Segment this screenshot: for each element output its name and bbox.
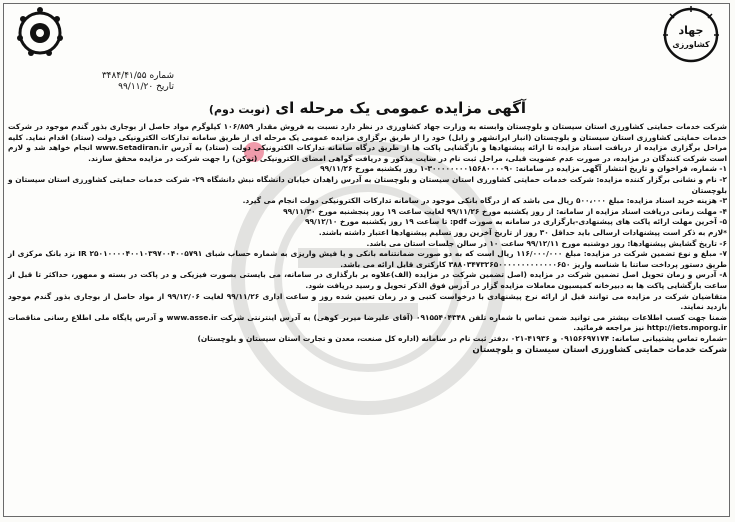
item-4: ۴- مهلت زمانی دریافت اسناد مزایده از سامانه: از روز یکشنبه مورخ ۹۹/۱۱/۲۶ لغایت ساعت ۱۹ روز پنجشنبه مورخ ۹۹/۱۱/۳۰ <box>283 206 727 216</box>
reference-block <box>24 71 174 93</box>
reference-number: شماره ۳۴۸۴/۴۱/۵۵ <box>101 71 174 81</box>
notice-body <box>8 122 727 514</box>
jahad-logo-icon <box>657 6 725 64</box>
item-note: *لازم به ذکر است پیشنهادات ارسالی باید حداقل ۳۰ روز از تاریخ آخرین روز تسلیم پیشنهادها اعتبار داشته باشند. <box>318 227 727 237</box>
item-3: ۳- هزینه خرید اسناد مزایده: مبلغ ۵۰۰،۰۰۰ ریال می باشد که از درگاه بانکی موجود در سامانه تدارکات الکترونیکی دولت انجام می گیرد. <box>242 196 727 206</box>
company-emblem-icon <box>16 7 64 57</box>
item-contact: ضمنا جهت کسب اطلاعات بیشتر می توانید ضمن تماس با شماره تلفن ۰۹۱۵۵۴۰۴۳۴۸ (آقای علیرضا میربر کوهی) به آدرس اینترنتی شرکت www.asse.ir و آدرس پایگاه ملی اطلاع رسانی مناقصات http://iets.mporg.ir نیز مراجعه فرمائید. <box>8 312 727 333</box>
logo-line-1: جهاد <box>678 24 704 37</box>
notice-title <box>0 99 735 117</box>
item-1: ۱- شماره، فراخوان و تاریخ انتشار آگهی مزایده در سامانه: ۳۰۰۰۰۰۰۰۰۱۵۶۸۰۰۰۰۹۰-۱ روز یکشنبه مورخ ۹۹/۱۱/۲۶ <box>320 164 727 174</box>
reference-date: تاریخ ۹۹/۱۱/۲۰ <box>118 82 174 92</box>
item-7: ۷- مبلغ و نوع تضمین شرکت در مزایده: مبلغ ۱۱۶/۰۰۰/۰۰۰ ریال است که به دو صورت ضمانتنامه بانکی و یا فیش واریزی به شماره حساب شبای IR ۲۵۰۱۰۰۰۰۴۰۰۱۰۳۹۷۰۰۴۰۰۵۷۹۱ نزد بانک مرکزی از طریق دستور پرداخت ساتنا با شناسه واریز ۳۸۸۰۳۴۷۳۲۶۵۰۰۰۰۰۰۰۰۰۰۰۰۰۶۵۰ کارکتری قابل ارائه می باشد. <box>8 249 727 269</box>
title-main: آگهی مزایده عمومی یک مرحله ای <box>275 99 527 117</box>
item-visit: متقاضیان شرکت در مزایده می توانند قبل از ارائه نرخ پیشنهادی با درخواست کتبی و در زمان تعیین شده روز و ساعت اداری ۹۹/۱۱/۲۶ لغایت ۹۹/۱۲/۰۶ از مواد حاصل از بوجاری بذور گندم موجود بازدید نمایند. <box>8 291 727 312</box>
title-sub: (نوبت دوم) <box>208 103 271 116</box>
signature: شرکت خدمات حمایتی کشاورزی استان سیستان و بلوچستان <box>472 345 727 356</box>
item-8: ۸- آدرس و زمان تحویل اصل تضمین شرکت در مزایده (اصل تضمین شرکت در مزایده (الف)علاوه بر بارگذاری در سامانه، می بایستی بصورت فیزیکی و در پاکت در بسته و ممهور، حداکثر تا قبل از ساعت بازگشایی پاکت ها به دبیرخانه کمیسیون معاملات مزایده گزار در آدرس فوق الذکر تحویل و رسید دریافت شود. <box>8 270 727 290</box>
item-5: ۵- آخرین مهلت ارائه پاکت های پیشنهادی-بارگزاری در سامانه به صورت pdf: تا ساعت ۱۹ روز یکشنبه مورخ ۹۹/۱۲/۱۰ <box>304 217 727 227</box>
item-2: ۲- نام و نشانی برگزار کننده مزایده: شرکت خدمات حمایتی کشاورزی استان سیستان و بلوچستان به آدرس زاهدان خیابان دانشگاه نبش دانشگاه ۲۹- شرکت خدمات حمایتی کشاورزی استان سیستان و بلوچستان <box>8 174 727 195</box>
item-support: -شماره تماس پشتیبانی سامانه: ۰۹۱۵۶۶۹۷۱۷۴ و ۴۱۹۳۶-۰۲۱ ،دفتر ثبت نام در سامانه (اداره کل صنعت، معدن و تجارت استان سیستان و بلوچستان) <box>197 333 727 343</box>
item-6: ۶- تاریخ گشایش پیشنهادها: روز دوشنبه مورخ ۹۹/۱۲/۱۱ ساعت ۱۰ در سالن جلسات استان می باشد. <box>366 238 727 248</box>
logo-line-2: کشاورزی <box>672 40 710 49</box>
intro-paragraph: شرکت خدمات حمایتی کشاورزی استان سیستان و بلوچستان وابسته به وزارت جهاد کشاورزی در نظر دارد نسبت به فروش مقدار ۱۰۶/۸۵۹ کیلوگرم مواد حاصل از بوجاری بذور گندم موجود در شرکت خدمات حمایتی کشاورزی استان سیستان و بلوچستان (انبار ایرانشهر و زابل) خود را از طریق برگزاری مزایده عمومی یک مرحله ای از طریق سامانه تدارکات الکترونیکی دولت (ستاد) اقدام نماید. کلیه مراحل برگزاری مزایده از دریافت اسناد مزایده تا ارائه پیشنهادها و بازگشایی پاکت ها از طریق درگاه سامانه تدارکات الکترونیکی دولت (ستاد) به آدرس www.Setadiran.ir انجام خواهد شد و لازم است شرکت کنندگان در مزایده، در صورت عدم عضویت قبلی، مراحل ثبت نام در سایت مذکور و دریافت گواهی امضای الکترونیکی (توکن) را جهت شرکت در مزایده محقق سازند. <box>8 122 727 163</box>
